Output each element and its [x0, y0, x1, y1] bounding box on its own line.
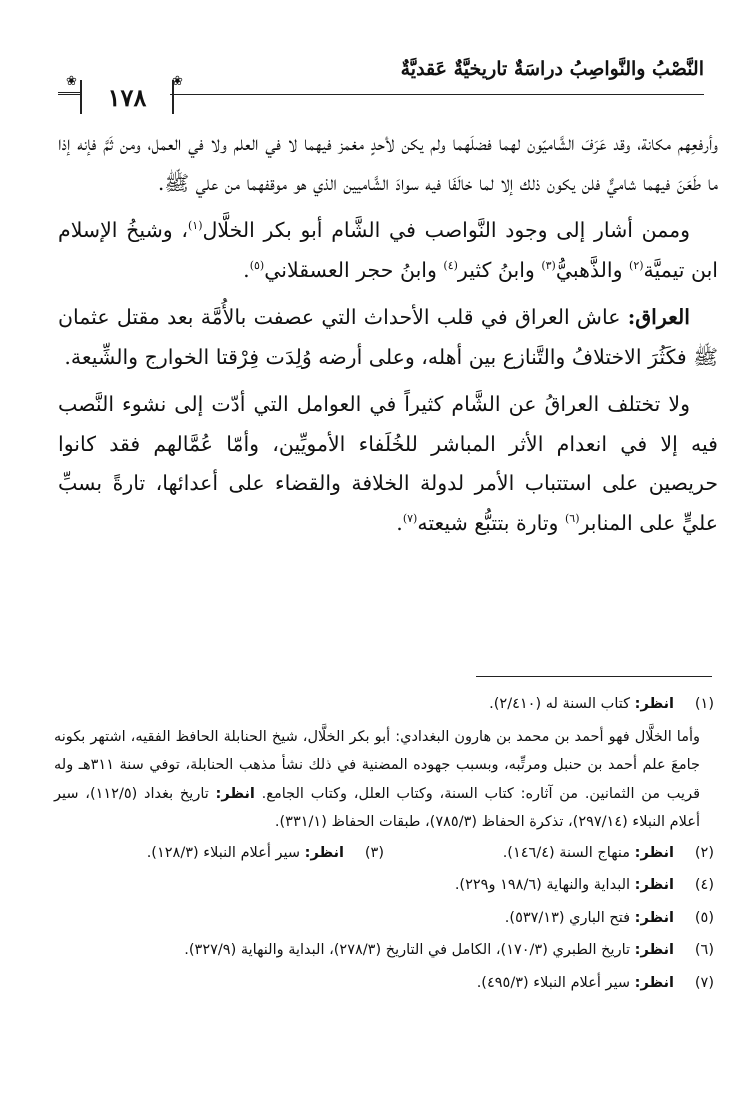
running-title: النَّصْبُ والنَّواصِبُ دراسَةٌ تاريخيَّةٌ عَقديَّةٌ — [400, 58, 704, 80]
footnotes — [54, 690, 714, 1001]
ornament-icon: ❀ — [172, 74, 183, 89]
main-text — [58, 124, 718, 551]
page-header — [58, 58, 704, 112]
footnote: (٢) انظر: منهاج السنة (١٤٦/٤). — [502, 844, 714, 861]
footnote: (٦) انظر: تاريخ الطبري (١٧٠/٣)، الكامل في التاريخ (٢٧٨/٣)، البداية والنهاية (٣٢٧/٩). — [184, 942, 714, 958]
paragraph: ولا تختلف العراقُ عن الشَّام كثيراً في العوامل التي أدّت إلى نشوء النَّصب فيه إلا في انعدام الأثر المباشر للخُلَفاء الأمويِّين، وأمّا عُمَّالهم فقد كانوا حريصين على استتباب الأمر لدولة الخلافة والقضاء على أعدائها، تارةً بسبِّ عليٍّ على المنابر$^{(٦)}$ وتارة بتتبُّع شيعته$^{(٧)}$. — [58, 392, 718, 535]
footnote: (٥) انظر: فتح الباري (٥٣٧/١٣). — [504, 909, 714, 926]
paragraph: وممن أشار إلى وجود النَّواصب في الشَّام أبو بكر الخلَّال$^{(١)}$، وشيخُ الإسلام ابن تيميَّة$^{(٢)}$ والذَّهبيُّ$^{(٣)}$ وابنُ كثير$^{(٤)}$ وابنُ حجر العسقلاني$^{(٥)}$. — [58, 218, 718, 282]
footnote-ref[interactable]: (٤) — [443, 258, 458, 272]
header-rule-left — [58, 92, 80, 99]
footnote-row — [54, 839, 714, 868]
ornament-icon: ❀ — [66, 74, 77, 89]
footnote: (١) انظر: كتاب السنة له (٢/٤١٠). — [489, 696, 714, 712]
paragraph: العراق: عاش العراق في قلب الأحداث التي عصفت بالأُمَّة بعد مقتل عثمان ﷺ فكَثُرَ الاختلافُ والتَّنازع بين أهله، وعلى أرضه وُلِدَت فِرْقتا الخوارج والشِّيعة. — [58, 305, 718, 369]
footnote-continuation: وأما الخلَّال فهو أحمد بن محمد بن هارون البغدادي: أبو بكر الخلَّال، شيخ الحنابلة الحافظ الفقيه، اشتهر بكونه جامعَ علم أحمد بن حنبل ومرتِّبه، وبسبب جهوده المضنية في ذلك نشأ مذهب الحنابلة، توفي سنة ٣١١هـ وله قريب من الثمانين. من آثاره: كتاب السنة، وكتاب العلل، وكتاب الجامع. انظر: تاريخ بغداد (١١٢/٥)، سير أعلام النبلاء (٢٩٧/١٤)، تذكرة الحفاظ (٧٨٥/٣)، طبقات الحفاظ (٣٣١/١). — [54, 728, 700, 830]
page-number: ١٧٨ — [80, 80, 174, 114]
footnote-ref[interactable]: (٦) — [564, 511, 580, 525]
footnote-ref[interactable]: (١) — [187, 219, 203, 233]
footnote: (٤) انظر: البداية والنهاية (١٩٨/٦ و٢٢٩). — [454, 877, 714, 893]
footnote-ref[interactable]: (٢) — [629, 258, 644, 272]
footnote-ref[interactable]: (٥) — [249, 258, 265, 272]
header-rule — [170, 94, 704, 95]
footnote: (٧) انظر: سير أعلام النبلاء (٤٩٥/٣). — [476, 974, 714, 991]
footnote-ref[interactable]: (٧) — [402, 511, 418, 525]
paragraph: وأرفعِهم مكانة، وقد عَرَفَ الشَّاميّون لهما فضلَهما ولم يكن لأحدٍ مغمز فيهما لا في العلم ولا في العمل، ومن ثَمَّ فإنه إذا ما طَعَنَ فيهما شاميٌّ فلن يكون ذلك إلا لما خالَفَا فيه سوادَ الشَّاميين الذي هو موقفهما من علي ﷺ. — [58, 131, 718, 195]
section-term: العراق: — [627, 305, 690, 329]
footnote-separator — [476, 676, 712, 677]
footnote-ref[interactable]: (٣) — [541, 258, 556, 272]
footnote: (٣) انظر: سير أعلام النبلاء (١٢٨/٣). — [146, 844, 384, 861]
